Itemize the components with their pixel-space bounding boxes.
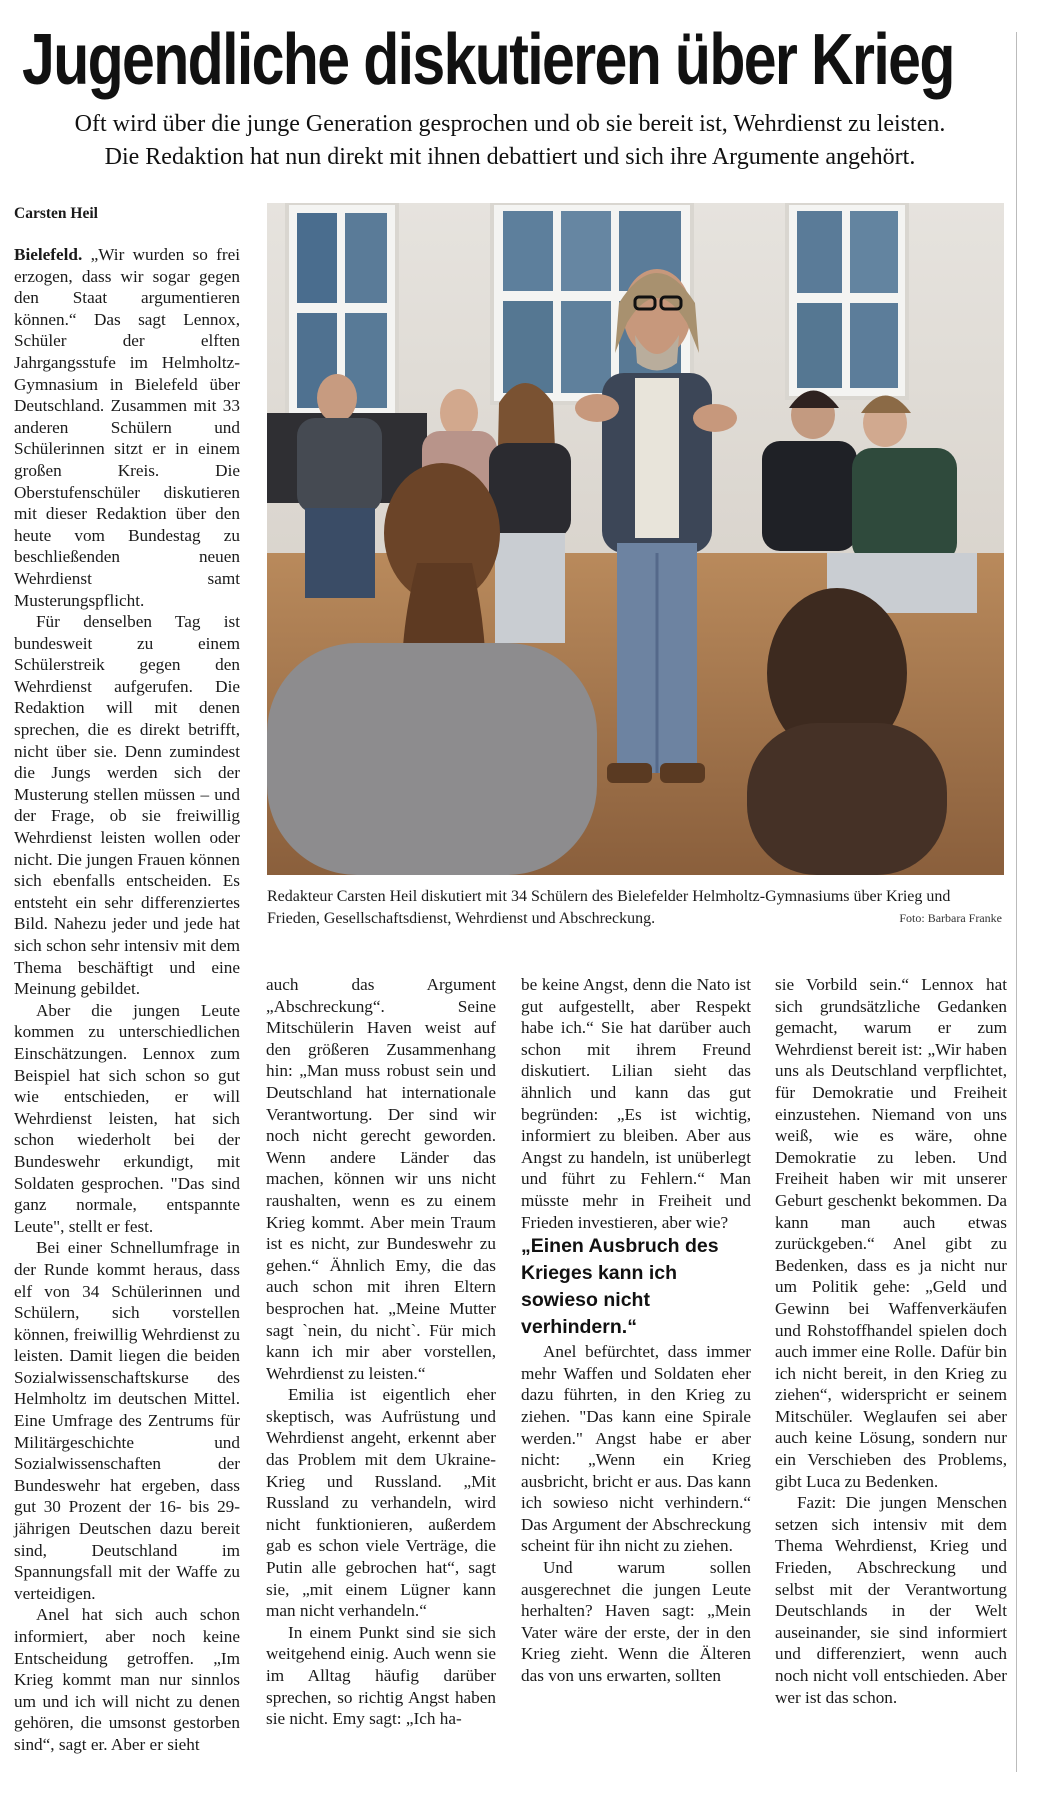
article-column-3 bbox=[521, 974, 751, 1687]
paragraph: auch das Argument „Abschreckung“. Seine Mitschülerin Haven weist auf den größeren Zusammenhang hin: „Man muss robust sein und Deutschland hat internationale Verantwortung. Der sind wir noch nicht gerecht geworden. Wenn andere Länder das machen, können wir uns nicht raushalten, wenn es zu einem Krieg kommt. Aber mein Traum ist es nicht, zur Bundeswehr zu gehen.“ Ähnlich Emy, die das auch schon mit ihren Eltern besprochen hat. „Meine Mutter sagt `nein, du nicht`. Für mich kann ich mir aber vorstellen, Wehrdienst zu leisten.“ bbox=[266, 975, 496, 1383]
subhead-line-1: Oft wird über die junge Generation gesprochen und ob sie bereit ist, Wehrdienst zu leisten. bbox=[74, 111, 946, 137]
paragraph: Anel befürchtet, dass immer mehr Waffen und Soldaten eher dazu führten, in den Krieg zu ziehen. "Das kann eine Spirale werden." Angst habe er aber nicht: „Wenn ein Krieg ausbricht, bricht er aus. Das kann ich sowieso nicht verhindern.“ Das Argument der Abschreckung scheint für ihn nicht zu ziehen. bbox=[521, 1342, 751, 1556]
subhead bbox=[0, 108, 1020, 174]
article-column-2 bbox=[266, 974, 496, 1730]
paragraph: Und warum sollen ausgerechnet die jungen Leute herhalten? Haven sagt: „Mein Vater wäre der erste, der in den Krieg zieht. Wenn die Älteren das von uns erwarten, sollten bbox=[521, 1558, 751, 1686]
paragraph: Anel hat sich auch schon informiert, aber noch keine Entscheidung getroffen. „Im Krieg kommt man nur sinnlos um und ich will nicht zu denen gehören, die umsonst gestorben sind“, sagt er. Aber er sieht bbox=[14, 1605, 240, 1754]
paragraph: Bei einer Schnellumfrage in der Runde kommt heraus, dass elf von 34 Schülerinnen und Schülern, sich vorstellen können, freiwillig Wehrdienst zu leisten. Damit liegen die beiden Sozialwissenschaftskurse des Helmholtz im deutschen Mittel. Eine Umfrage des Zentrums für Militärgeschichte und Sozialwissenschaften der Bundeswehr hat ergeben, dass gut 30 Prozent der 16- bis 29-jährigen Deutschen dazu bereit sind, Deutschland im Spannungsfall mit der Waffe zu verteidigen. bbox=[14, 1238, 240, 1603]
paragraph: Fazit: Die jungen Menschen setzen sich intensiv mit dem Thema Wehrdienst, Krieg und Frieden, Abschreckung und selbst mit der Verantwortung Deutschlands in der Welt auseinander, sie sind informiert und differenziert, wenn auch noch nicht voll entschieden. Aber wer ist das schon. bbox=[775, 1493, 1007, 1707]
photo-caption: Redakteur Carsten Heil diskutiert mit 34 Schülern des Bielefelder Helmholtz-Gymnasiums über Krieg und Frieden, Gesellschaftsdienst, Wehrdienst und Abschreckung. bbox=[267, 888, 951, 927]
classroom-discussion-image bbox=[267, 203, 1004, 875]
paragraph: be keine Angst, denn die Nato ist gut aufgestellt, aber Respekt habe ich.“ Sie hat darüber auch schon mit ihrem Freund diskutiert. Lilian sieht das ähnlich und kann das gut begründen: „Es ist wichtig, informiert zu bleiben. Aber aus Angst zu handeln, ist unüberlegt und führt zu Fehlern.“ Man müsste mehr in Freiheit und Frieden investieren, aber wie? bbox=[521, 975, 751, 1232]
paragraph: sie Vorbild sein.“ Lennox hat sich grundsätzliche Gedanken gemacht, warum er zum Wehrdienst bereit ist: „Wir haben uns als Deutschland verpflichtet, für Demokratie und Freiheit einzustehen. Niemand von uns weiß, wie es wäre, ohne Demokratie zu leben. Und Freiheit haben wir mit unserer Geburt geschenkt bekommen. Da kann man auch etwas zurückgeben.“ Anel gibt zu Bedenken, dass es ja nicht nur um Politik gehe: „Geld und Gewinn bei Waffenverkäufen und Rohstoffhandel spielen doch auch immer eine Rolle. Dafür bin ich nicht bereit, in den Krieg zu ziehen“, widerspricht er seinem Mitschüler. Weglaufen sei aber auch keine Lösung, sondern nur ein Verschieben des Problems, gibt Luca zu Bedenken. bbox=[775, 975, 1007, 1491]
paragraph-text: „Wir wurden so frei erzogen, dass wir sogar gegen den Staat argumentieren können.“ Das sagt Lennox, Schüler der elften Jahrgangsstufe im Helmholtz-Gymnasium in Bielefeld über Deutschland. Zusammen mit 33 anderen Schülern und Schülerinnen sitzt er in einem großen Kreis. Die Oberstufenschüler diskutieren mit dieser Redaktion über den heute vom Bundestag zu beschließenden neuen Wehrdienst samt Musterungspflicht. bbox=[14, 245, 241, 610]
article-column-4 bbox=[775, 974, 1007, 1708]
subhead-line-2: Die Redaktion hat nun direkt mit ihnen debattiert und sich ihre Argumente angehört. bbox=[104, 144, 916, 170]
pull-quote: „Einen Ausbruch des Krieges kann ich sowieso nicht verhindern.“ bbox=[521, 1235, 719, 1339]
paragraph: Emilia ist eigentlich eher skeptisch, was Aufrüstung und Wehrdienst angeht, erkennt aber das Problem mit dem Ukraine-Krieg und Russland. „Mit Russland zu verhandeln, wird nicht funktionieren, außerdem gab es schon viele Verträge, die Putin alle gebrochen hat“, sagt sie, „mit einem Lügner kann man nicht verhandeln.“ bbox=[266, 1385, 496, 1621]
dateline: Bielefeld. bbox=[14, 245, 83, 264]
column-rule bbox=[1016, 32, 1017, 1772]
article-column-1 bbox=[14, 244, 240, 1756]
article-photo bbox=[267, 203, 1004, 875]
photo-credit: Foto: Barbara Franke bbox=[899, 911, 1002, 925]
paragraph: Aber die jungen Leute kommen zu unterschiedlichen Einschätzungen. Lennox zum Beispiel hat sich schon so gut wie entschieden, er will Wehrdienst leisten, hat sich schon wiederholt bei der Bundeswehr erkundigt, mit Soldaten gesprochen. "Das sind ganz normale, entspannte Leute", stellt er fest. bbox=[14, 1000, 240, 1236]
paragraph: In einem Punkt sind sie sich weitgehend einig. Auch wenn sie im Alltag häufig darüber sprechen, so richtig Angst haben sie nicht. Emy sagt: „Ich ha- bbox=[266, 1622, 496, 1729]
paragraph bbox=[14, 244, 240, 611]
author-byline: Carsten Heil bbox=[14, 205, 98, 222]
paragraph: Für denselben Tag ist bundesweit zu einem Schülerstreik gegen den Wehrdienst aufgerufen. Die Redaktion will mit denen sprechen, die es direkt betrifft, nicht über sie. Denn zumindest die Jungs werden sich der Musterung stellen müssen – und der Frage, ob sie freiwillig Wehrdienst leisten wollen oder nicht. Die jungen Frauen können sich ebenfalls entscheiden. Es entsteht ein sehr differenziertes Bild. Nahezu jeder und jede hat sich schon sehr intensiv mit dem Thema beschäftigt und eine Meinung gebildet. bbox=[14, 612, 240, 999]
headline: Jugendliche diskutieren über Krieg bbox=[22, 20, 954, 100]
